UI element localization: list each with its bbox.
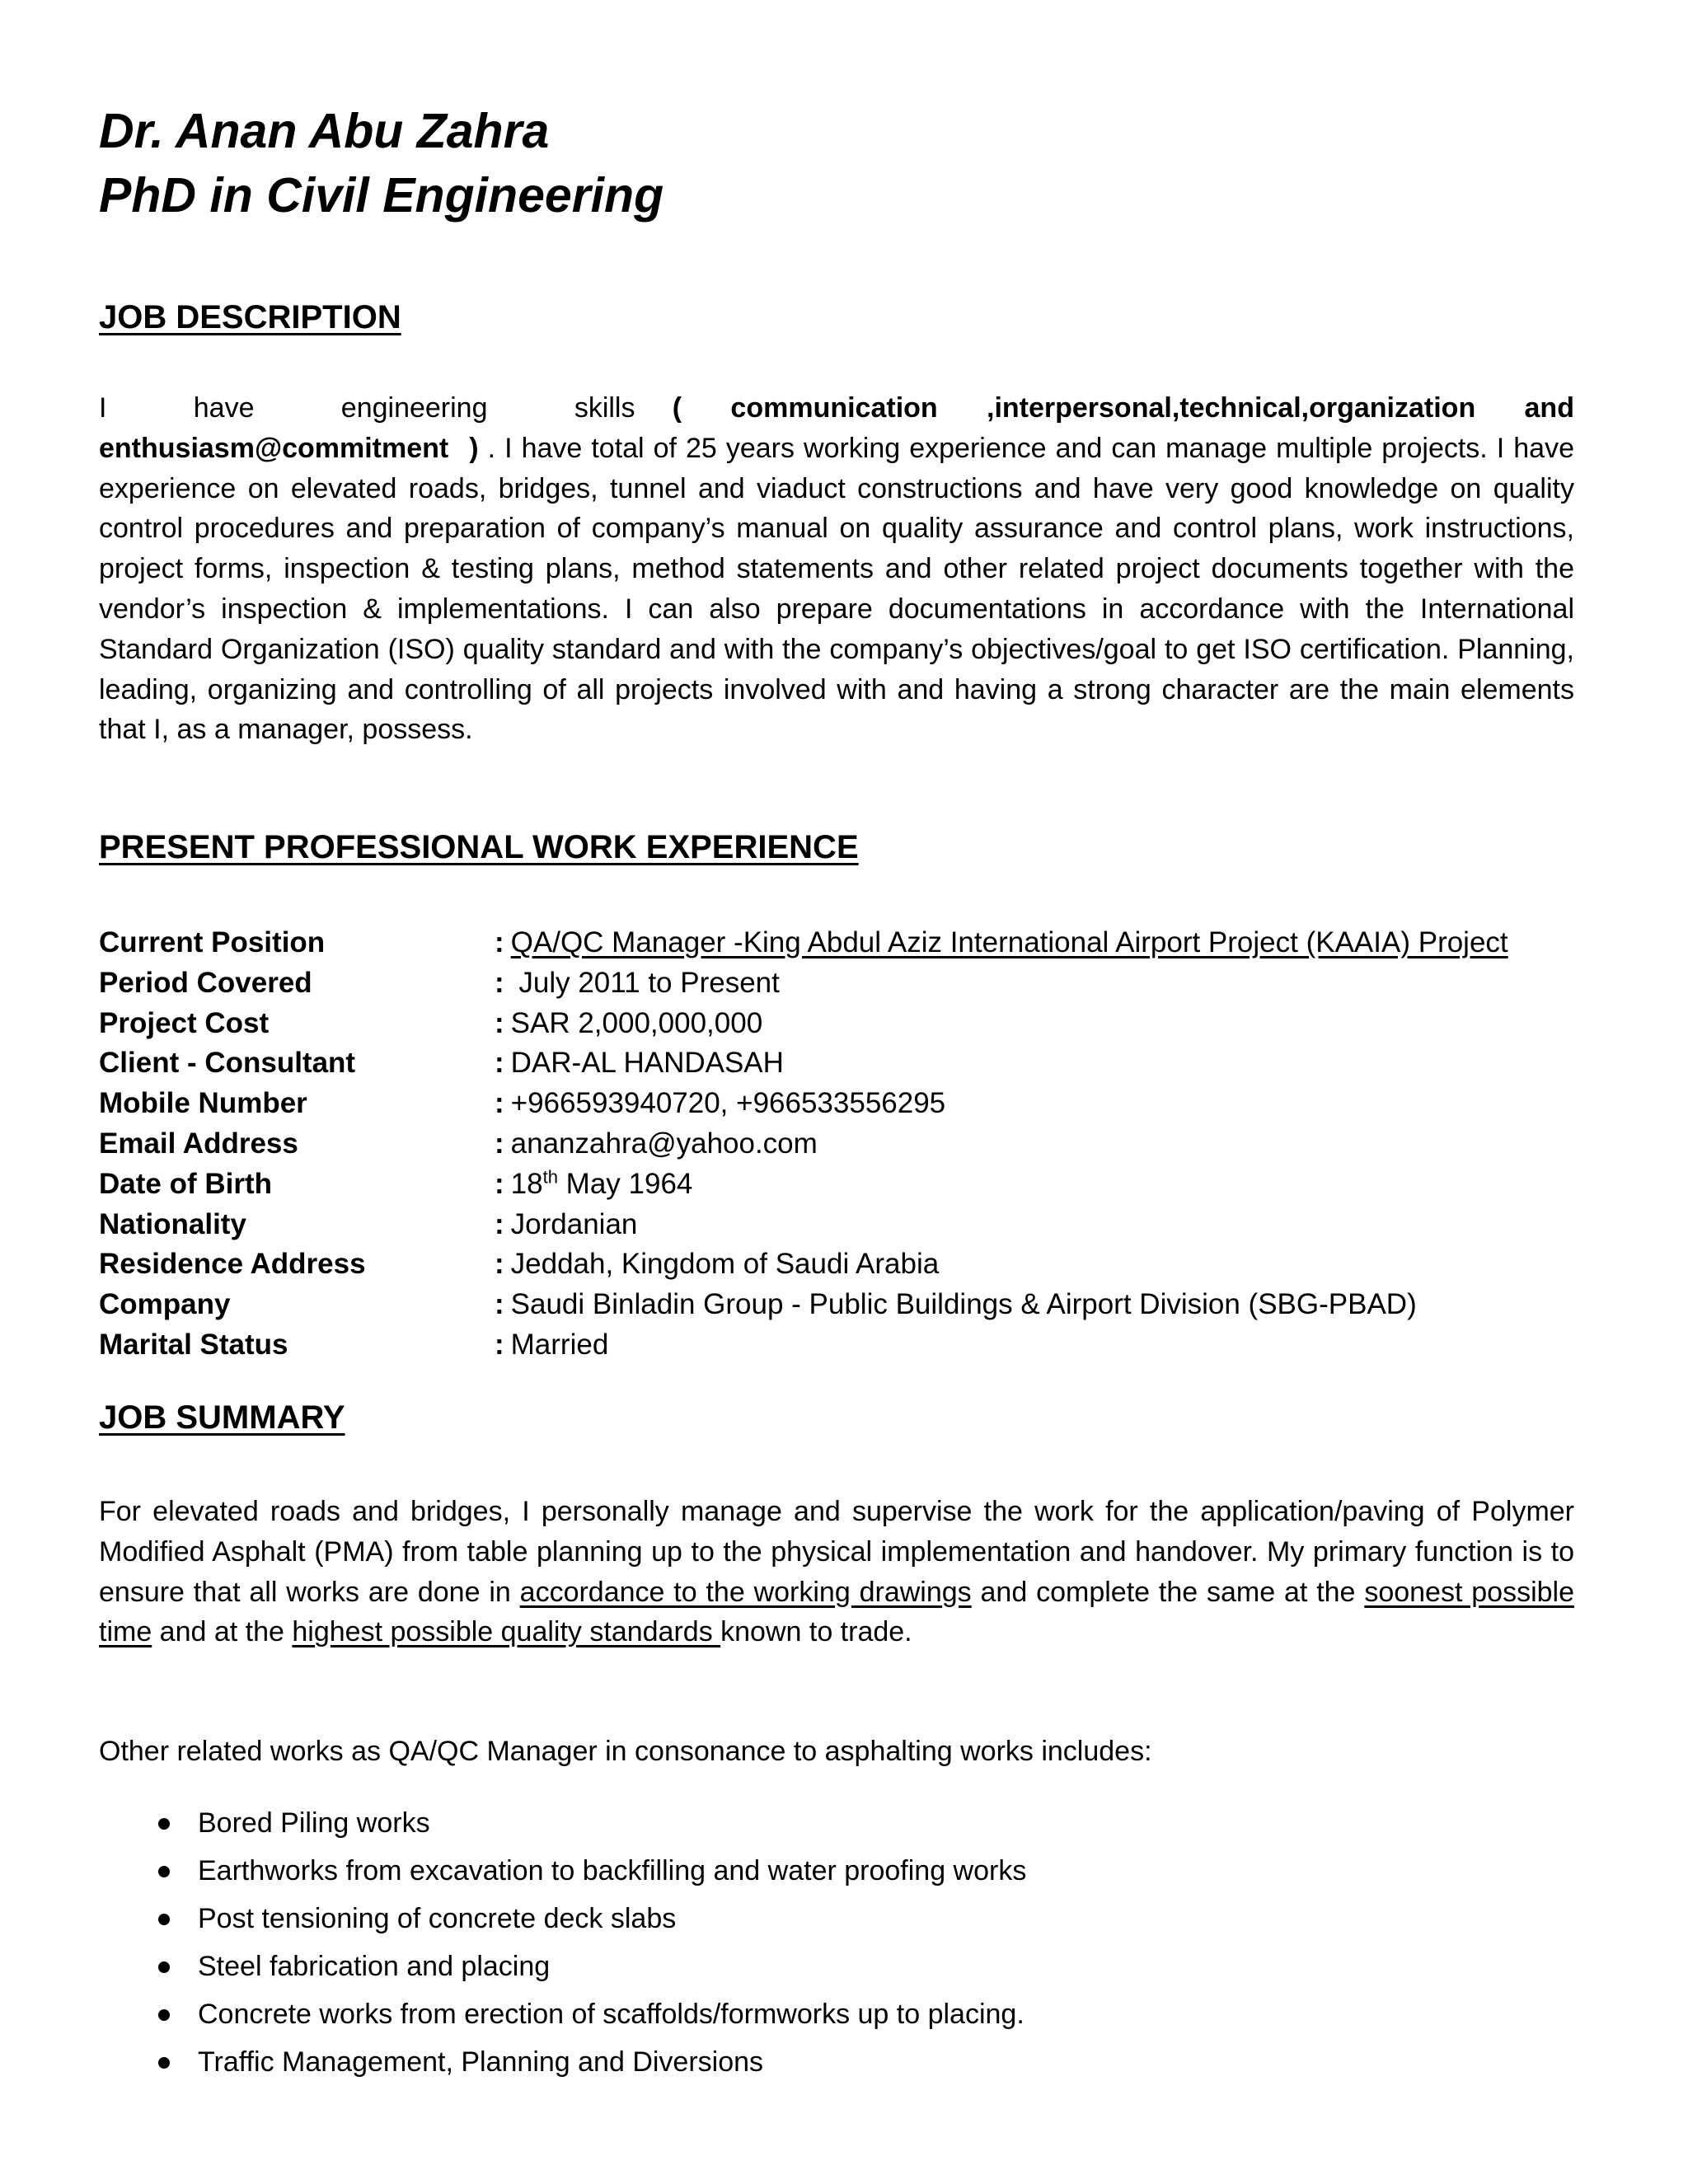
info-label: Company [99,1288,231,1321]
list-item [99,1799,1574,1847]
info-label: Email Address [99,1127,298,1160]
bullet-icon [158,1866,170,1877]
info-label: Nationality [99,1207,246,1240]
info-row [99,1043,1574,1084]
bullet-icon [158,2009,170,2021]
job-summary-heading: JOB SUMMARY [99,1399,345,1436]
person-degree: PhD in Civil Engineering [99,168,664,223]
job-description-body: . I have total of 25 years working experience and can manage multiple projects. I have experience on elevated roads, bridges, tunnel and viaduct constructions and have very good knowledge on quality control procedures and preparation of company’s manual on quality assurance and control plans, work instructions, project forms, inspection & testing plans, method statements and other related project documents together with the vendor’s inspection & implementations. I can also prepare documentations in accordance with the International Standard Organization (ISO) quality standard and with the company’s objectives/goal to get ISO certification. Planning, leading, organizing and controlling of all projects involved with and having a strong character are the main elements that I, as a manager, possess. [99,432,1574,746]
project-cost-text: SAR 2,000,000,000 [510,1006,763,1039]
company-text: Saudi Binladin Group - Public Buildings & Airport Division (SBG-PBAD) [510,1288,1417,1321]
list-item [99,1990,1574,2038]
job-summary-other-works: Other related works as QA/QC Manager in consonance to asphalting works includes: [99,1736,1152,1767]
client-consultant-text: DAR-AL HANDASAH [510,1047,784,1080]
job-summary-text-b: and complete the same at the [971,1576,1365,1608]
list-item [99,1847,1574,1895]
info-label: Date of Birth [99,1167,272,1200]
info-row [99,1285,1574,1325]
list-item-text: Steel fabrication and placing [198,1951,551,1982]
job-description-skills: ( communication ,interpersonal,technical,organization and enthusiasm@commitment ) [99,392,1574,464]
info-value: : Jeddah, Kingdom of Saudi Arabia [495,1248,940,1281]
resume-header [99,99,663,227]
marital-status-text: Married [510,1328,609,1361]
list-item-text: Earthworks from excavation to backfilling and water proofing works [198,1855,1027,1886]
list-item-text: Traffic Management, Planning and Diversions [198,2046,764,2078]
info-label: Residence Address [99,1248,366,1281]
bullet-icon [158,1818,170,1830]
person-name: Dr. Anan Abu Zahra [99,104,550,158]
dob-day: 18 [510,1167,543,1200]
bullet-icon [158,2057,170,2069]
info-row [99,1244,1574,1285]
list-item [99,1943,1574,1990]
info-value: : ananzahra@yahoo.com [495,1127,818,1160]
info-label: Mobile Number [99,1087,307,1120]
current-position-text: QA/QC Manager -King Abdul Aziz International Airport Project (KAAIA) Project [510,926,1508,958]
list-item [99,1895,1574,1943]
info-label: Project Cost [99,1006,270,1039]
residence-address-text: Jeddah, Kingdom of Saudi Arabia [510,1248,940,1281]
info-value: : DAR-AL HANDASAH [495,1047,784,1080]
email-address-text: ananzahra@yahoo.com [510,1127,818,1160]
job-summary-text-d: known to trade. [720,1616,912,1648]
nationality-text: Jordanian [510,1207,638,1240]
info-value: : SAR 2,000,000,000 [495,1006,763,1039]
job-summary-underline-1: accordance to the working drawings [519,1576,972,1608]
bullet-icon [158,1961,170,1973]
info-row [99,1325,1574,1366]
info-value: : Married [495,1328,609,1361]
job-summary-underline-3: highest possible quality standards [292,1616,721,1648]
job-summary-paragraph [99,1492,1574,1652]
info-label: Marital Status [99,1328,288,1361]
mobile-number-text: +966593940720, +966533556295 [510,1087,946,1120]
info-value: : Saudi Binladin Group - Public Buildings & Airport Division (SBG-PBAD) [495,1288,1417,1321]
info-row [99,963,1574,1004]
period-covered-text: July 2011 to Present [510,966,780,999]
job-summary-text-a: For elevated roads and bridges, I personally manage and supervise the work for the application/paving of Polymer Modified Asphalt (PMA) from table planning up to the physical implementation and handover. My primary function is to ensure that all works are done in [99,1496,1574,1608]
info-row [99,1084,1574,1124]
info-label: Period Covered [99,966,312,999]
info-value: : Jordanian [495,1207,638,1240]
info-row [99,1124,1574,1165]
info-row [99,923,1574,963]
info-label: Current Position [99,926,326,958]
bullet-icon [158,1914,170,1925]
info-label: Client - Consultant [99,1047,356,1080]
job-description-text [99,388,1574,750]
dob-month-year: May 1964 [557,1167,693,1200]
info-row [99,1165,1574,1205]
info-value: : July 2011 to Present [495,966,780,999]
info-row [99,1004,1574,1044]
list-item-text: Post tensioning of concrete deck slabs [198,1903,677,1934]
info-value: : +966593940720, +966533556295 [495,1087,946,1120]
work-experience-heading: PRESENT PROFESSIONAL WORK EXPERIENCE [99,829,859,865]
job-summary-underline-2: soonest possible time [99,1576,1575,1648]
info-value: : 18th May 1964 [495,1166,693,1200]
list-item [99,2038,1574,2086]
job-summary-text-c: and at the [152,1616,293,1648]
list-item-text: Bored Piling works [198,1807,430,1839]
dob-suffix: th [542,1166,558,1188]
job-description-intro: I have engineering skills [99,392,635,424]
info-row [99,1205,1574,1245]
works-bullet-list [99,1799,1574,2086]
list-item-text: Concrete works from erection of scaffolds/formworks up to placing. [198,1999,1025,2030]
work-experience-table [99,923,1574,1366]
job-description-heading: JOB DESCRIPTION [99,299,401,335]
current-position-value: : QA/QC Manager -King Abdul Aziz International Airport Project (KAAIA) Project [495,926,1508,958]
